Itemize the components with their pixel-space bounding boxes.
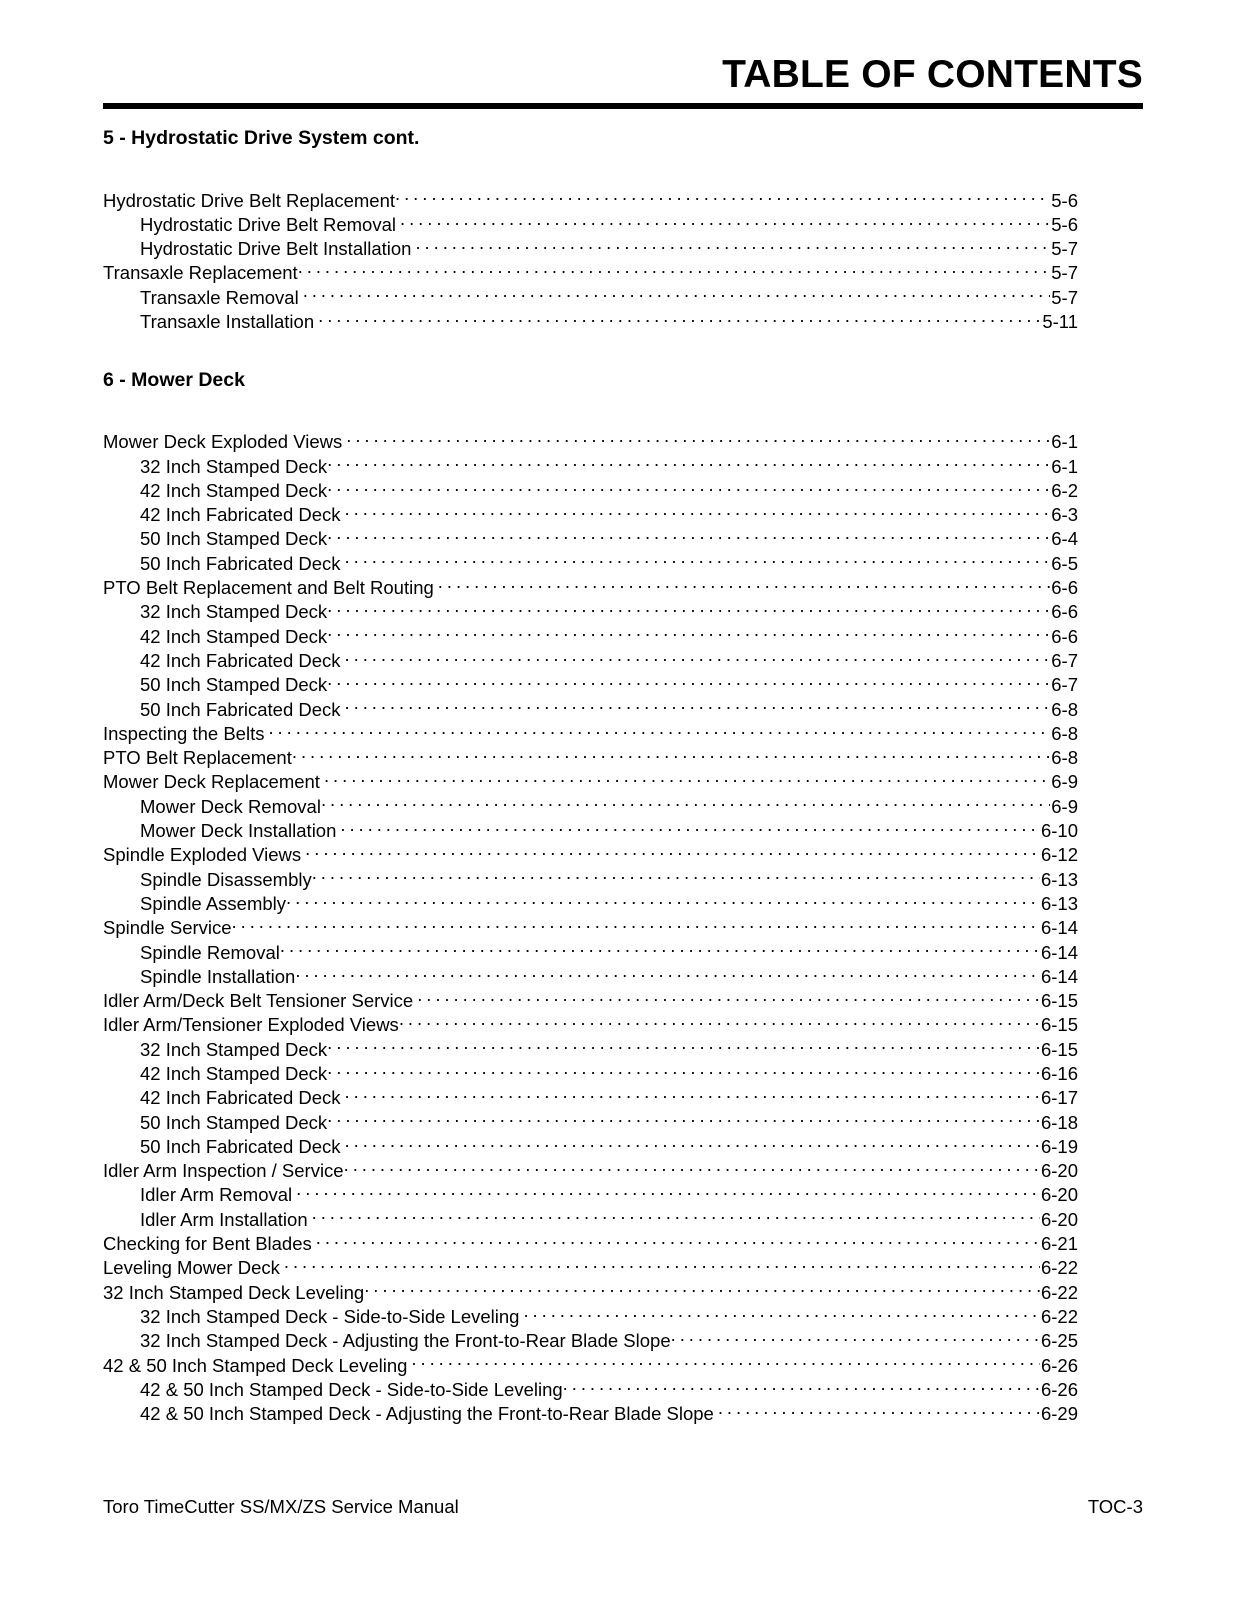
toc-entry-title: 50 Inch Stamped Deck [140,1111,328,1133]
toc-entry[interactable] [103,1062,1078,1086]
toc-leader-dots [312,867,1040,886]
toc-entry-title: Spindle Installation [140,965,296,987]
toc-leader-dots [345,551,1051,570]
toc-entry-title: 42 Inch Stamped Deck [140,479,328,501]
section-heading: 5 - Hydrostatic Drive System cont. [103,127,420,149]
toc-leader-dots [395,188,1050,207]
toc-leader-dots [344,1159,1040,1178]
toc-entry-title: 42 Inch Fabricated Deck [140,1087,341,1109]
toc-leader-dots [415,237,1050,256]
toc-entry[interactable] [103,1086,1078,1110]
toc-entry[interactable] [103,1110,1078,1134]
toc-entry-page-number: 6-5 [1051,552,1078,574]
toc-entry-title: Mower Deck Exploded Views [103,431,343,453]
toc-entry-page-number: 6-1 [1051,455,1078,477]
toc-leader-dots [438,576,1050,595]
toc-entry-title: Spindle Removal [140,941,280,963]
toc-entry-title: 50 Inch Fabricated Deck [140,552,341,574]
toc-entry-page-number: 6-20 [1040,1184,1078,1206]
toc-leader-dots [312,1207,1040,1226]
toc-entry-page-number: 5-7 [1051,262,1078,284]
toc-entry[interactable] [103,989,1078,1013]
toc-leader-dots [327,1110,1040,1129]
toc-leader-dots [327,1062,1040,1081]
toc-entry[interactable] [103,1207,1078,1231]
toc-entry[interactable] [103,551,1078,575]
toc-entry[interactable] [103,1232,1078,1256]
toc-leader-dots [346,430,1050,449]
header-divider [103,103,1143,109]
toc-entry-page-number: 6-6 [1051,625,1078,647]
toc-entry-title: Idler Arm Installation [140,1208,308,1230]
toc-entry-title: Spindle Service [103,917,232,939]
toc-entry-title: Leveling Mower Deck [103,1257,280,1279]
toc-entry-title: Mower Deck Removal [140,795,321,817]
toc-entry-page-number: 6-25 [1040,1330,1078,1352]
toc-leader-dots [327,600,1050,619]
section-spacer [103,334,1078,368]
toc-entry-title: 42 & 50 Inch Stamped Deck Leveling [103,1354,408,1376]
toc-leader-dots [327,454,1050,473]
toc-entry-title: 42 & 50 Inch Stamped Deck - Side-to-Side Leveling [140,1378,563,1400]
toc-entry[interactable] [103,261,1078,285]
toc-entry-title: Transaxle Replacement [103,262,298,284]
toc-entry[interactable] [103,430,1078,454]
toc-entry-page-number: 6-29 [1040,1403,1078,1425]
toc-entry-title: Spindle Assembly [140,892,287,914]
toc-entry-page-number: 6-9 [1051,771,1078,793]
toc-entry-title: 42 Inch Fabricated Deck [140,649,341,671]
toc-entry-page-number: 6-17 [1040,1087,1078,1109]
toc-leader-dots [327,624,1050,643]
table-of-contents [103,126,1078,1426]
toc-entry[interactable] [103,454,1078,478]
page-header [103,52,1143,109]
toc-entry-page-number: 6-2 [1051,479,1078,501]
toc-entry[interactable] [103,746,1078,770]
toc-entry[interactable] [103,964,1078,988]
toc-entry-page-number: 6-16 [1040,1063,1078,1084]
toc-entry-title: Idler Arm Inspection / Service [103,1160,344,1182]
toc-leader-dots [340,819,1040,838]
toc-entry-title: 32 Inch Stamped Deck Leveling [103,1281,365,1303]
toc-entry-title: Checking for Bent Blades [103,1233,312,1255]
toc-entry-title: Hydrostatic Drive Belt Removal [140,213,396,235]
toc-entry-title: 32 Inch Stamped Deck [140,1038,328,1060]
toc-leader-dots [327,673,1050,692]
toc-leader-dots [718,1402,1040,1421]
toc-leader-dots [345,697,1051,716]
toc-entry-page-number: 6-14 [1040,941,1078,963]
toc-leader-dots [316,1232,1040,1251]
toc-leader-dots [523,1304,1040,1323]
toc-entry[interactable] [103,697,1078,721]
toc-entry-page-number: 6-18 [1040,1111,1078,1133]
toc-leader-dots [345,648,1051,667]
toc-entry-list [103,430,1078,1426]
toc-entry-title: PTO Belt Replacement [103,747,292,769]
toc-entry-page-number: 6-22 [1040,1257,1078,1279]
toc-entry[interactable] [103,867,1078,891]
toc-entry-page-number: 6-26 [1040,1378,1078,1400]
toc-entry[interactable] [103,891,1078,915]
toc-entry[interactable] [103,527,1078,551]
toc-leader-dots [411,1353,1040,1372]
toc-entry-page-number: 6-26 [1040,1354,1078,1376]
toc-entry-page-number: 6-14 [1040,965,1078,987]
toc-leader-dots [417,989,1040,1008]
toc-entry[interactable] [103,940,1078,964]
toc-entry[interactable] [103,843,1078,867]
toc-entry[interactable] [103,237,1078,261]
page-footer [103,1496,1143,1518]
toc-entry-title: 50 Inch Fabricated Deck [140,698,341,720]
toc-entry[interactable] [103,721,1078,745]
toc-entry[interactable] [103,1037,1078,1061]
toc-entry-page-number: 6-9 [1051,795,1078,817]
footer-manual-title: Toro TimeCutter SS/MX/ZS Service Manual [103,1496,459,1517]
toc-entry-title: 42 Inch Stamped Deck [140,625,328,647]
toc-entry-title: Hydrostatic Drive Belt Installation [140,238,412,260]
toc-entry-page-number: 6-14 [1040,917,1078,939]
toc-entry[interactable] [103,673,1078,697]
toc-entry-page-number: 6-4 [1051,528,1078,550]
toc-entry-title: 32 Inch Stamped Deck [140,601,328,623]
toc-entry-page-number: 6-6 [1051,601,1078,623]
footer-page-number: TOC-3 [1087,1496,1143,1517]
toc-entry[interactable] [103,1280,1078,1304]
toc-entry-title: 42 & 50 Inch Stamped Deck - Adjusting the Front-to-Rear Blade Slope [140,1403,714,1425]
toc-leader-dots [345,1086,1040,1105]
toc-entry-page-number: 6-6 [1051,577,1078,599]
toc-entry-list [103,188,1078,334]
toc-entry-title: 32 Inch Stamped Deck [140,455,328,477]
toc-entry-title: Idler Arm/Deck Belt Tensioner Service [103,990,414,1012]
toc-leader-dots [671,1329,1040,1348]
toc-leader-dots [318,309,1041,328]
toc-entry-page-number: 6-22 [1040,1305,1078,1327]
toc-entry-page-number: 6-8 [1051,747,1078,769]
toc-entry-page-number: 6-8 [1051,698,1078,720]
toc-leader-dots [295,964,1040,983]
toc-entry-page-number: 6-20 [1040,1208,1078,1230]
toc-entry[interactable] [103,1134,1078,1158]
toc-entry-title: Mower Deck Replacement [103,771,320,793]
toc-entry-page-number: 5-7 [1051,286,1078,308]
toc-entry-page-number: 6-22 [1040,1281,1078,1303]
toc-entry-title: Spindle Exploded Views [103,844,302,866]
toc-entry[interactable] [103,212,1078,236]
toc-leader-dots [324,770,1050,789]
toc-leader-dots [286,891,1040,910]
page-title: TABLE OF CONTENTS [722,53,1143,96]
toc-entry-page-number: 6-15 [1040,1014,1078,1036]
toc-leader-dots [400,212,1050,231]
toc-entry[interactable] [103,1013,1078,1037]
toc-entry-title: Inspecting the Belts [103,722,265,744]
toc-entry-page-number: 6-21 [1040,1233,1078,1255]
toc-entry-title: 42 Inch Stamped Deck [140,1063,328,1084]
toc-entry-title: Spindle Disassembly [140,868,312,890]
toc-leader-dots [327,1037,1040,1056]
toc-entry-page-number: 5-6 [1051,213,1078,235]
toc-leader-dots [296,1183,1040,1202]
toc-leader-dots [280,940,1040,959]
toc-entry-page-number: 6-3 [1051,504,1078,526]
toc-entry[interactable] [103,576,1078,600]
toc-leader-dots [327,527,1050,546]
toc-entry-title: Transaxle Installation [140,310,315,332]
toc-entry[interactable] [103,1353,1078,1377]
toc-entry-title: Idler Arm/Tensioner Exploded Views [103,1014,399,1036]
toc-entry-page-number: 5-6 [1051,189,1078,211]
toc-entry-page-number: 5-11 [1042,310,1078,332]
toc-entry-title: 50 Inch Stamped Deck [140,528,328,550]
toc-entry[interactable] [103,648,1078,672]
toc-leader-dots [321,794,1050,813]
toc-entry[interactable] [103,624,1078,648]
toc-leader-dots [364,1280,1040,1299]
toc-entry-page-number: 6-19 [1040,1135,1078,1157]
toc-entry-page-number: 6-15 [1040,990,1078,1012]
toc-entry[interactable] [103,309,1078,333]
toc-entry-page-number: 6-10 [1040,820,1078,842]
toc-entry[interactable] [103,916,1078,940]
toc-leader-dots [292,746,1050,765]
toc-entry-page-number: 6-13 [1040,892,1078,914]
toc-entry[interactable] [103,819,1078,843]
toc-leader-dots [303,285,1051,304]
toc-entry-page-number: 6-15 [1040,1038,1078,1060]
toc-entry[interactable] [103,770,1078,794]
toc-entry[interactable] [103,1329,1078,1353]
toc-entry[interactable] [103,503,1078,527]
toc-leader-dots [268,721,1050,740]
toc-entry-title: Transaxle Removal [140,286,299,308]
toc-leader-dots [284,1256,1040,1275]
toc-entry[interactable] [103,1402,1078,1426]
toc-entry-page-number: 6-13 [1040,868,1078,890]
toc-entry-page-number: 6-20 [1040,1160,1078,1182]
toc-leader-dots [563,1377,1040,1396]
toc-entry-page-number: 6-1 [1051,431,1078,453]
toc-entry-title: Mower Deck Installation [140,820,337,842]
toc-entry-page-number: 6-7 [1051,649,1078,671]
toc-leader-dots [232,916,1040,935]
toc-entry[interactable] [103,285,1078,309]
toc-entry-title: 42 Inch Fabricated Deck [140,504,341,526]
toc-entry[interactable] [103,1159,1078,1183]
toc-entry-page-number: 6-8 [1051,722,1078,744]
toc-entry-title: 32 Inch Stamped Deck - Side-to-Side Leveling [140,1305,520,1327]
toc-leader-dots [345,1134,1040,1153]
toc-entry[interactable] [103,794,1078,818]
toc-leader-dots [305,843,1040,862]
toc-entry-title: Idler Arm Removal [140,1184,293,1206]
toc-entry-title: 50 Inch Stamped Deck [140,674,328,696]
toc-entry[interactable] [103,1183,1078,1207]
section-heading: 6 - Mower Deck [103,368,245,391]
toc-entry-title: PTO Belt Replacement and Belt Routing [103,577,434,599]
toc-entry-title: 50 Inch Fabricated Deck [140,1135,341,1157]
toc-leader-dots [399,1013,1040,1032]
toc-entry-title: Hydrostatic Drive Belt Replacement [103,189,395,211]
toc-entry-page-number: 5-7 [1051,238,1078,260]
toc-entry-title: 32 Inch Stamped Deck - Adjusting the Front-to-Rear Blade Slope [140,1330,671,1352]
toc-entry[interactable] [103,478,1078,502]
toc-entry[interactable] [103,1256,1078,1280]
toc-entry-page-number: 6-7 [1051,674,1078,696]
toc-leader-dots [345,503,1051,522]
toc-entry[interactable] [103,1304,1078,1328]
toc-entry[interactable] [103,188,1078,212]
toc-entry[interactable] [103,600,1078,624]
toc-entry-page-number: 6-12 [1040,844,1078,866]
toc-leader-dots [298,261,1051,280]
toc-entry[interactable] [103,1377,1078,1401]
toc-leader-dots [327,478,1050,497]
